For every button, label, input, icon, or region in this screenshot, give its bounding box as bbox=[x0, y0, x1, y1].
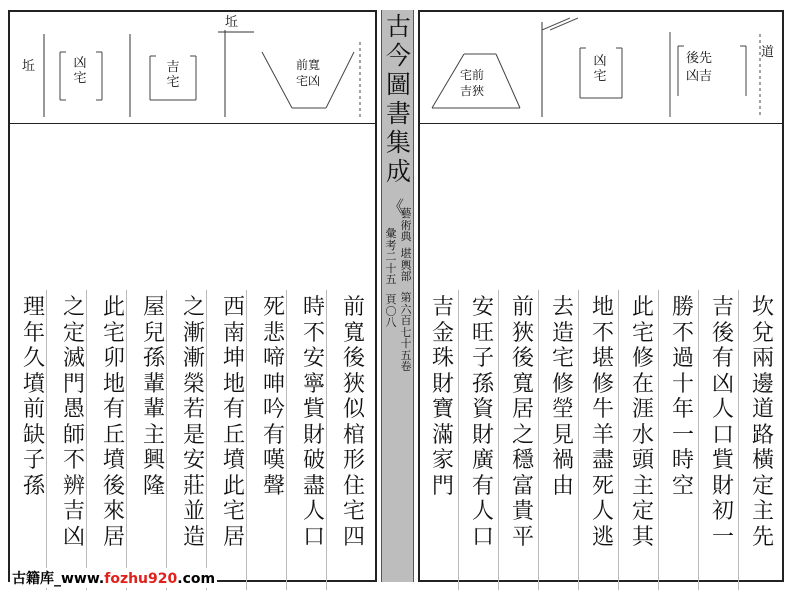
spine-info-main: 藝 術 典 bbox=[400, 207, 412, 243]
box-xiongzhai-left: 凶 宅 bbox=[73, 56, 87, 86]
col-rule bbox=[458, 290, 459, 590]
text-column: 前 狹 後 寬 居 之 穩 富 貴 平 bbox=[511, 295, 534, 550]
book-spine bbox=[381, 10, 414, 582]
watermark-domain: fozhu920 bbox=[104, 571, 178, 587]
trap-right-row2: 吉狹 bbox=[460, 84, 485, 98]
spine-info-sub: 堪 輿 部 bbox=[400, 247, 412, 283]
text-column: 此 宅 卯 地 有 丘 墳 後 來 居 bbox=[102, 295, 125, 550]
col-rule bbox=[738, 290, 739, 590]
text-column: 坎 兌 兩 邊 道 路 橫 定 主 先 bbox=[751, 295, 774, 550]
spine-info-page: 頁 〇 八 bbox=[385, 293, 397, 329]
text-column: 之 漸 漸 榮 若 是 安 莊 並 造 bbox=[182, 295, 205, 550]
chevron-mark: 《 bbox=[388, 197, 405, 216]
trap-right-row1: 宅前 bbox=[460, 68, 485, 82]
site-watermark bbox=[10, 568, 217, 588]
text-column: 時 不 安 寧 貲 財 破 盡 人 口 bbox=[302, 295, 325, 550]
col-rule bbox=[698, 290, 699, 590]
right-diagram-baseline bbox=[420, 123, 782, 124]
left-diagram-baseline bbox=[10, 123, 375, 124]
watermark-site: 古籍库_www. bbox=[12, 571, 105, 587]
spine-title: 古 今 圖 書 集 成 bbox=[385, 12, 411, 186]
box-right-row1: 後先 bbox=[686, 51, 713, 66]
text-column: 前 寬 後 狹 似 棺 形 住 宅 四 bbox=[342, 295, 365, 550]
text-column: 死 悲 啼 呻 吟 有 嘆 聲 bbox=[262, 295, 285, 499]
box-right-row2: 凶吉 bbox=[686, 69, 713, 84]
spine-info bbox=[384, 208, 413, 438]
text-column: 地 不 堪 修 牛 羊 盡 死 人 逃 bbox=[591, 295, 614, 550]
box-jizhai-left: 吉 宅 bbox=[166, 60, 180, 90]
right-page bbox=[418, 10, 784, 582]
trap-left-row1: 前寬 bbox=[296, 58, 321, 72]
text-column: 安 旺 子 孫 資 財 廣 有 人 口 bbox=[471, 295, 494, 550]
trap-left-row2: 宅凶 bbox=[296, 74, 321, 88]
diagram-label-qiu-left: 坵 bbox=[22, 59, 36, 74]
text-column: 去 造 宅 修 塋 見 禍 由 bbox=[551, 295, 574, 499]
text-column: 勝 不 過 十 年 一 時 空 bbox=[671, 295, 694, 499]
right-diagram bbox=[420, 12, 782, 122]
text-column: 吉 後 有 凶 人 口 貲 財 初 一 bbox=[711, 295, 734, 550]
col-rule bbox=[498, 290, 499, 590]
watermark-suffix: .com bbox=[177, 571, 216, 587]
text-column: 理 年 久 墳 前 缺 子 孫 bbox=[22, 295, 45, 499]
spine-info-section: 彙 考 二 十 五 bbox=[385, 227, 397, 286]
text-column: 西 南 坤 地 有 丘 墳 此 宅 居 bbox=[222, 295, 245, 550]
left-page bbox=[8, 10, 377, 582]
diagram-label-dao: 道 bbox=[761, 45, 775, 60]
text-column: 之 定 滅 門 愚 師 不 辨 吉 凶 bbox=[62, 295, 85, 550]
col-rule bbox=[538, 290, 539, 590]
col-rule bbox=[618, 290, 619, 590]
spine-info-volume: 第 六 百 七 十 五 卷 bbox=[400, 291, 412, 373]
text-column: 此 宅 修 在 涯 水 頭 主 定 其 bbox=[631, 295, 654, 550]
diagram-label-qiu-top: 坵 bbox=[225, 15, 239, 30]
col-rule bbox=[658, 290, 659, 590]
left-diagram bbox=[10, 12, 375, 122]
text-column: 屋 兒 孫 輩 輩 主 興 隆 bbox=[142, 295, 165, 499]
col-rule bbox=[578, 290, 579, 590]
left-diagram-lines bbox=[10, 12, 375, 122]
text-column: 吉 金 珠 財 寶 滿 家 門 bbox=[431, 295, 454, 499]
box-xiongzhai-right: 凶 宅 bbox=[593, 54, 607, 84]
